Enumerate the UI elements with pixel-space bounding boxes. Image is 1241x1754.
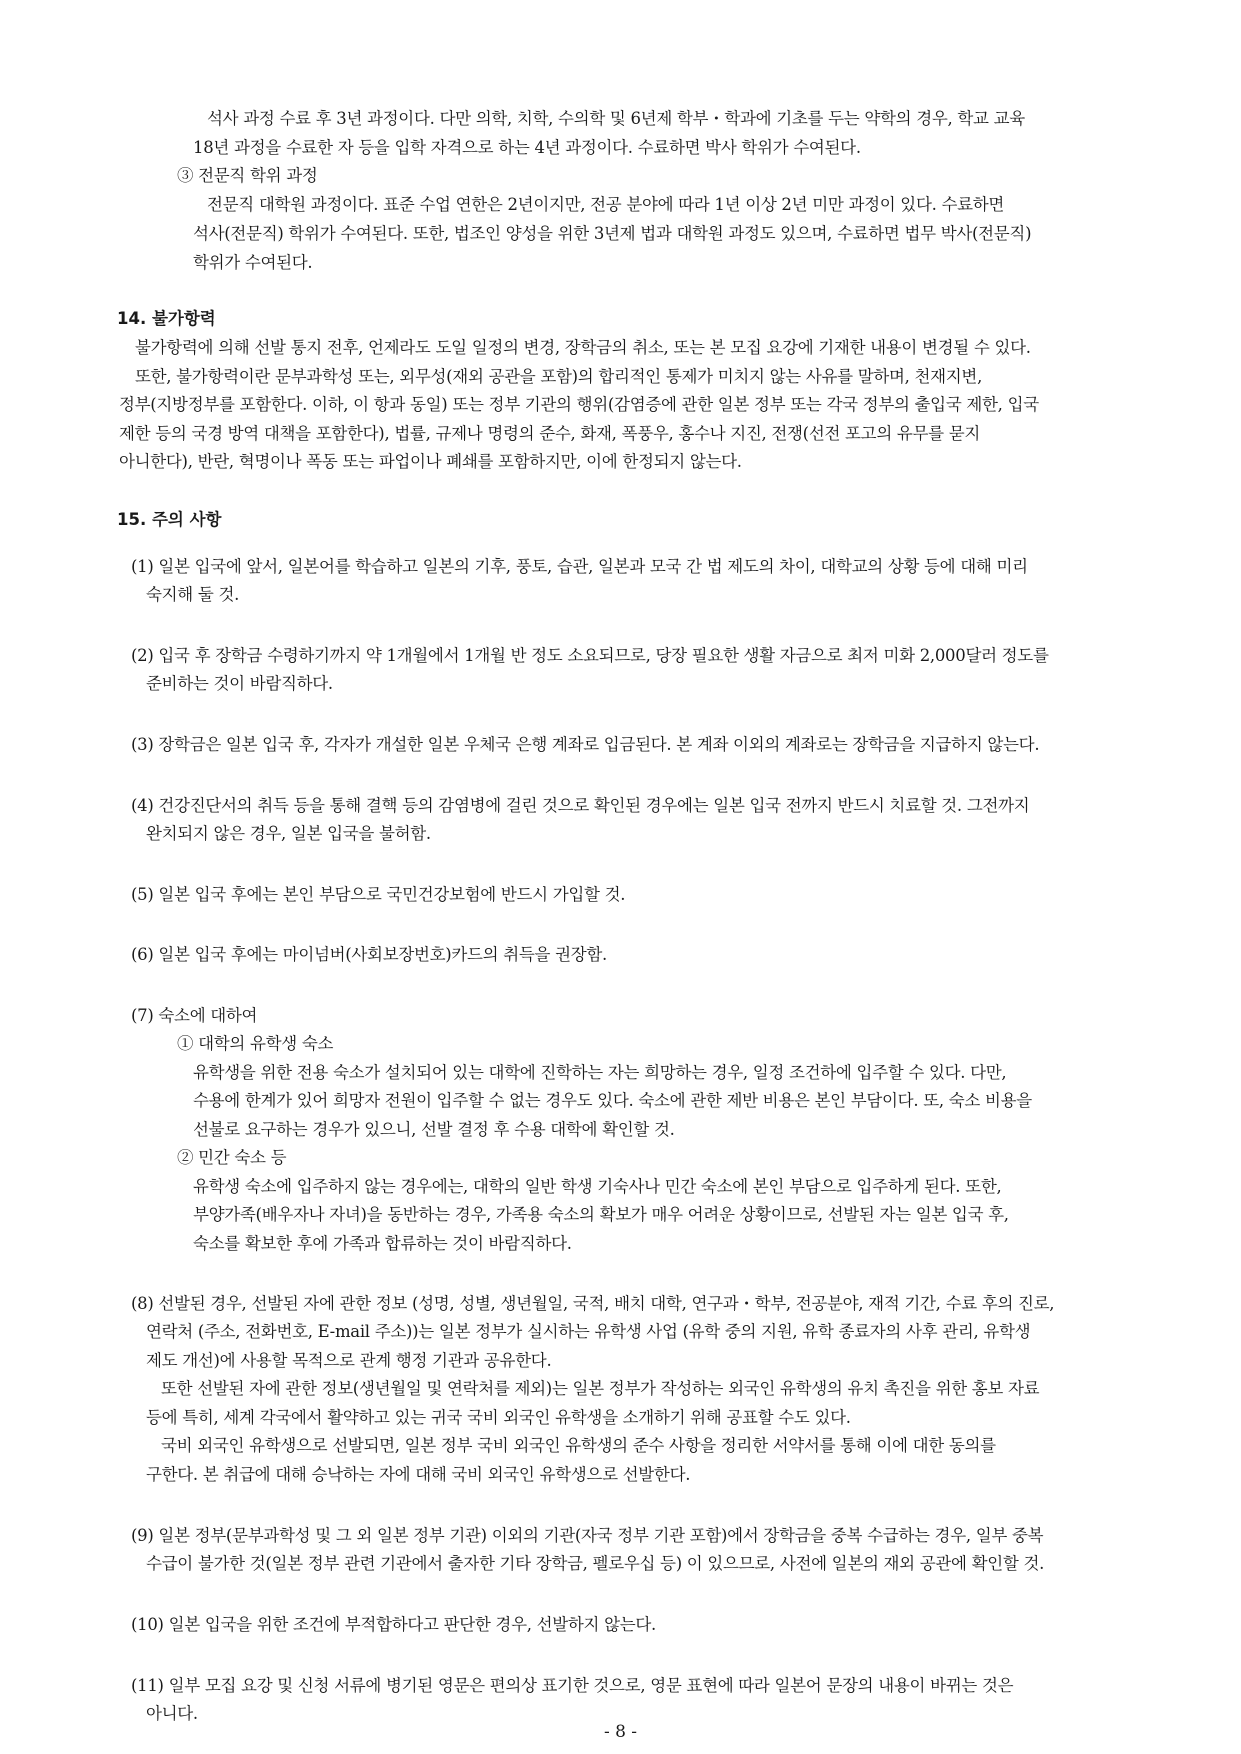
notice-item-8-line-4: 또한 선발된 자에 관한 정보(생년월일 및 연락처를 제외)는 일본 정부가 작성하는 외국인 유학생의 유치 촉진을 위한 홍보 자료 <box>161 1379 1040 1398</box>
section-15-heading: 15. 주의 사항 <box>117 510 222 529</box>
notice-item-3-line-1: (3) 장학금은 일본 입국 후, 각자가 개설한 일본 우체국 은행 계좌로 입금된다. 본 계좌 이외의 계좌로는 장학금을 지급하지 않는다. <box>131 735 1040 754</box>
dormitory-text-1-line-3: 선불로 요구하는 경우가 있으니, 선발 결정 후 수용 대학에 확인할 것. <box>193 1120 675 1139</box>
notice-item-2-line-1: (2) 입국 후 장학금 수령하기까지 약 1개월에서 1개월 반 정도 소요되므로, 당장 필요한 생활 자금으로 최저 미화 2,000달러 정도를 <box>131 646 1049 665</box>
notice-item-8-line-3: 제도 개선)에 사용할 목적으로 관계 행정 기관과 공유한다. <box>146 1351 552 1370</box>
notice-item-2-line-2: 준비하는 것이 바람직하다. <box>146 674 333 693</box>
force-majeure-line-3: 정부(지방정부를 포함한다. 이하, 이 항과 동일) 또는 정부 기관의 행위(감염증에 관한 일본 정부 또는 각국 정부의 출입국 제한, 입국 <box>119 395 1039 414</box>
force-majeure-line-2: 또한, 불가항력이란 문부과학성 또는, 외무성(재외 공관을 포함)의 합리적인 통제가 미치지 않는 사유를 말하며, 천재지변, <box>135 367 983 386</box>
professional-text-line-3: 학위가 수여된다. <box>193 253 313 272</box>
section-14-heading: 14. 불가항력 <box>117 309 216 328</box>
dormitory-subtitle-2: ② 민간 숙소 등 <box>177 1148 287 1167</box>
notice-item-11-line-2: 아니다. <box>146 1704 198 1723</box>
notice-item-5-line-1: (5) 일본 입국 후에는 본인 부담으로 국민건강보험에 반드시 가입할 것. <box>131 885 626 904</box>
doctoral-text-line-2: 18년 과정을 수료한 자 등을 입학 자격으로 하는 4년 과정이다. 수료하면 박사 학위가 수여된다. <box>193 138 861 157</box>
notice-item-1-line-1: (1) 일본 입국에 앞서, 일본어를 학습하고 일본의 기후, 풍토, 습관, 일본과 모국 간 법 제도의 차이, 대학교의 상황 등에 대해 미리 <box>131 557 1028 576</box>
professional-text-line-2: 석사(전문직) 학위가 수여된다. 또한, 법조인 양성을 위한 3년제 법과 대학원 과정도 있으며, 수료하면 법무 박사(전문직) <box>193 224 1032 243</box>
notice-item-8-line-6: 국비 외국인 유학생으로 선발되면, 일본 정부 국비 외국인 유학생의 준수 사항을 정리한 서약서를 통해 이에 대한 동의를 <box>161 1436 996 1455</box>
professional-degree-title: ③ 전문직 학위 과정 <box>177 166 318 185</box>
notice-item-9-line-1: (9) 일본 정부(문부과학성 및 그 외 일본 정부 기관) 이외의 기관(자국 정부 기관 포함)에서 장학금을 중복 수급하는 경우, 일부 중복 <box>131 1526 1044 1545</box>
dormitory-text-2-line-1: 유학생 숙소에 입주하지 않는 경우에는, 대학의 일반 학생 기숙사나 민간 숙소에 본인 부담으로 입주하게 된다. 또한, <box>193 1177 1002 1196</box>
notice-item-1-line-2: 숙지해 둘 것. <box>146 585 240 604</box>
force-majeure-line-1: 불가항력에 의해 선발 통지 전후, 언제라도 도일 일정의 변경, 장학금의 취소, 또는 본 모집 요강에 기재한 내용이 변경될 수 있다. <box>135 338 1031 357</box>
force-majeure-line-5: 아니한다), 반란, 혁명이나 폭동 또는 파업이나 폐쇄를 포함하지만, 이에 한정되지 않는다. <box>119 452 742 471</box>
professional-text-line-1: 전문직 대학원 과정이다. 표준 수업 연한은 2년이지만, 전공 분야에 따라 1년 이상 2년 미만 과정이 있다. 수료하면 <box>207 195 1005 214</box>
notice-item-6-line-1: (6) 일본 입국 후에는 마이넘버(사회보장번호)카드의 취득을 권장함. <box>131 945 607 964</box>
notice-item-11-line-1: (11) 일부 모집 요강 및 신청 서류에 병기된 영문은 편의상 표기한 것으로, 영문 표현에 따라 일본어 문장의 내용이 바뀌는 것은 <box>131 1676 1014 1695</box>
dormitory-subtitle-1: ① 대학의 유학생 숙소 <box>177 1034 334 1053</box>
dormitory-text-2-line-3: 숙소를 확보한 후에 가족과 합류하는 것이 바람직하다. <box>193 1234 572 1253</box>
dormitory-text-1-line-1: 유학생을 위한 전용 숙소가 설치되어 있는 대학에 진학하는 자는 희망하는 경우, 일정 조건하에 입주할 수 있다. 다만, <box>193 1063 1007 1082</box>
page-number: - 8 - <box>603 1722 638 1742</box>
dormitory-text-1-line-2: 수용에 한계가 있어 희망자 전원이 입주할 수 없는 경우도 있다. 숙소에 관한 제반 비용은 본인 부담이다. 또, 숙소 비용을 <box>193 1091 1032 1110</box>
notice-item-8-line-7: 구한다. 본 취급에 대해 승낙하는 자에 대해 국비 외국인 유학생으로 선발한다. <box>146 1465 691 1484</box>
notice-item-9-line-2: 수급이 불가한 것(일본 정부 관련 기관에서 출자한 기타 장학금, 펠로우십 등) 이 있으므로, 사전에 일본의 재외 공관에 확인할 것. <box>146 1554 1045 1573</box>
notice-item-8-line-2: 연락처 (주소, 전화번호, E-mail 주소))는 일본 정부가 실시하는 유학생 사업 (유학 중의 지원, 유학 종료자의 사후 관리, 유학생 <box>146 1322 1031 1341</box>
notice-item-4-line-1: (4) 건강진단서의 취득 등을 통해 결핵 등의 감염병에 걸린 것으로 확인된 경우에는 일본 입국 전까지 반드시 치료할 것. 그전까지 <box>131 796 1030 815</box>
notice-item-4-line-2: 완치되지 않은 경우, 일본 입국을 불허함. <box>146 824 431 843</box>
doctoral-text-line-1: 석사 과정 수료 후 3년 과정이다. 다만 의학, 치학, 수의학 및 6년제 학부・학과에 기초를 두는 약학의 경우, 학교 교육 <box>207 109 1025 128</box>
notice-item-8-line-1: (8) 선발된 경우, 선발된 자에 관한 정보 (성명, 성별, 생년월일, 국적, 배치 대학, 연구과・학부, 전공분야, 재적 기간, 수료 후의 진로, <box>131 1294 1055 1313</box>
notice-item-7-line-1: (7) 숙소에 대하여 <box>131 1006 258 1025</box>
notice-item-8-line-5: 등에 특히, 세계 각국에서 활약하고 있는 귀국 국비 외국인 유학생을 소개하기 위해 공표할 수도 있다. <box>146 1408 851 1427</box>
dormitory-text-2-line-2: 부양가족(배우자나 자녀)을 동반하는 경우, 가족용 숙소의 확보가 매우 어려운 상황이므로, 선발된 자는 일본 입국 후, <box>193 1205 1009 1224</box>
force-majeure-line-4: 제한 등의 국경 방역 대책을 포함한다), 법률, 규제나 명령의 준수, 화재, 폭풍우, 홍수나 지진, 전쟁(선전 포고의 유무를 묻지 <box>119 424 981 443</box>
notice-item-10-line-1: (10) 일본 입국을 위한 조건에 부적합하다고 판단한 경우, 선발하지 않는다. <box>131 1615 656 1634</box>
